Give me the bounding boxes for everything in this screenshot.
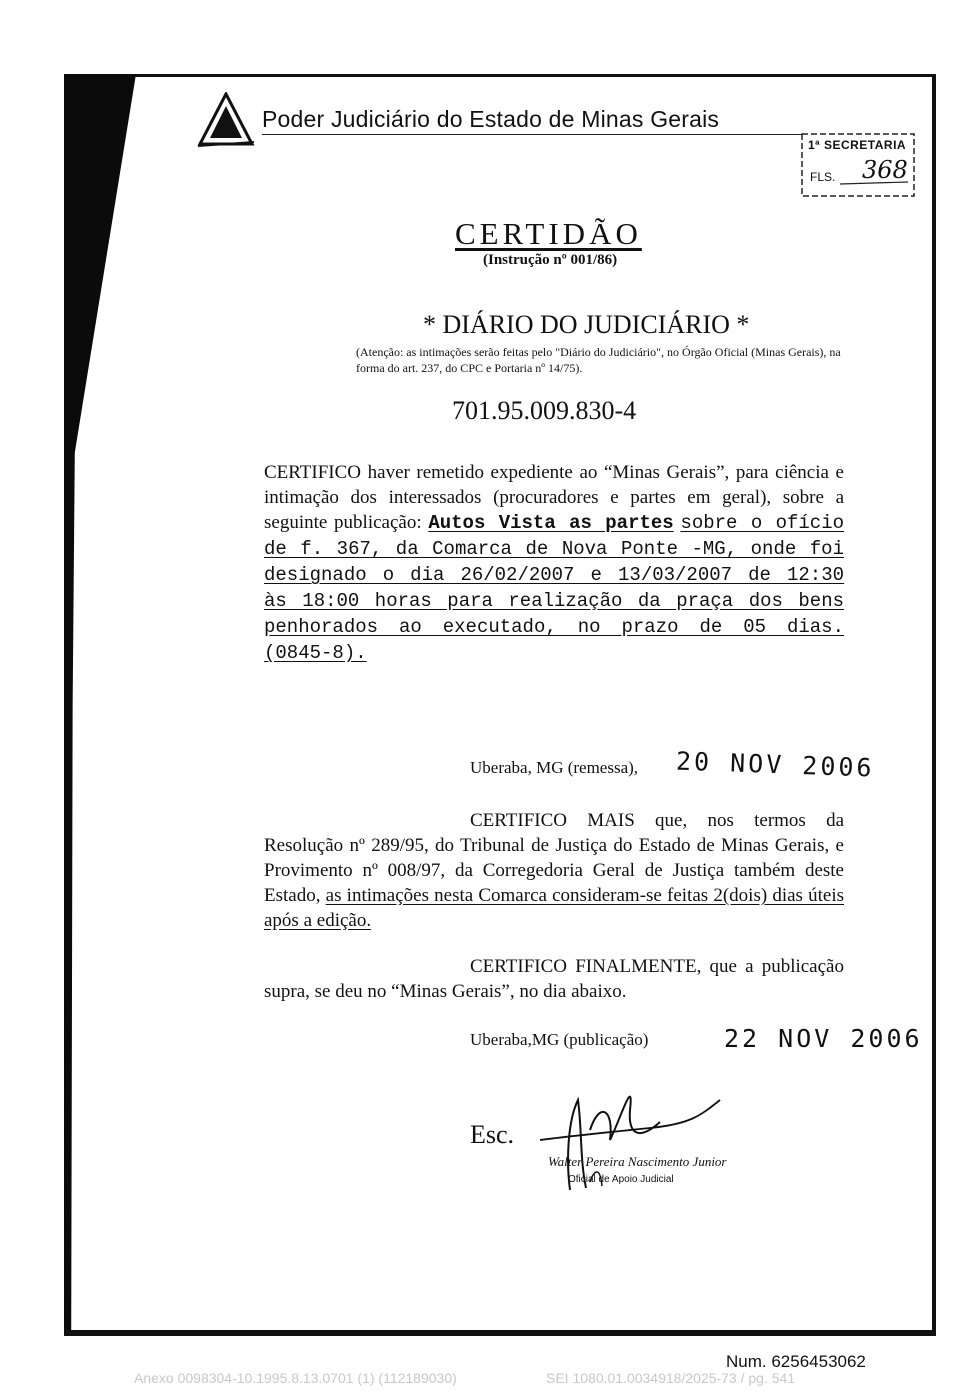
stamp-page-number: 368 — [862, 156, 908, 184]
scan-edge-top — [64, 74, 936, 77]
stamp-title: 1ª SECRETARIA — [808, 138, 907, 152]
signature-label: Esc. — [470, 1120, 515, 1149]
stamp-fls-label: FLS. — [810, 170, 836, 184]
document-title: CERTIDÃO — [455, 216, 642, 251]
publicacao-date-stamp: 22 NOV 2006 — [724, 1024, 923, 1053]
document-number: Num. 6256453062 — [726, 1352, 866, 1371]
process-number: 701.95.009.830-4 — [452, 396, 637, 425]
attention-note: (Atenção: as intimações serão feitas pelo "Diário do Judiciário", no Órgão Oficial (Minas Gerais), na forma do art. 237, do CPC e Portaria nº 14/75). — [356, 345, 841, 375]
certifico-intro: CERTIFICO haver remetido expediente ao “Minas Gerais”, para ciência e intimação dos interessados (procuradores e partes em geral), sobre a seguinte publicação: — [264, 462, 844, 533]
certifico-final-paragraph — [264, 954, 844, 1004]
publication-subject: Autos Vista as partes — [428, 512, 674, 534]
scan-edge-right — [932, 74, 936, 1336]
remessa-label: Uberaba, MG (remessa), — [470, 758, 639, 777]
instruction-number: (Instrução nº 001/86) — [483, 252, 618, 268]
certifico-mais-text: CERTIFICO MAIS que, nos termos da Resolução nº 289/95, do Tribunal de Justiça do Estado de Minas Gerais, e Provimento nº 008/97, da Corregedoria Geral de Justiça também deste Estado, — [264, 810, 844, 906]
signer-name: Walter Pereira Nascimento Junior — [548, 1154, 727, 1169]
publication-text: sobre o ofício de f. 367, da Comarca de Nova Ponte -MG, onde foi designado o dia 26/02/2007 e 13/03/2007 de 12:30 às 18:00 horas para realização da praça dos bens penhorados ao executado, no prazo de 05 dias. (0845-8). — [264, 512, 845, 664]
publicacao-label: Uberaba,MG (publicação) — [470, 1030, 649, 1049]
certifico-mais-paragraph — [264, 808, 844, 933]
remessa-date-stamp: 20 NOV 2006 — [675, 746, 876, 783]
signer-role: Oficial de Apoio Judicial — [568, 1174, 674, 1185]
certifico-paragraph — [264, 460, 844, 666]
certifico-mais-underlined: as intimações nesta Comarca consideram-se feitas 2(dois) dias úteis após a edição. — [264, 885, 845, 931]
scan-edge-bottom — [64, 1330, 936, 1336]
court-logo-icon — [196, 92, 256, 148]
certifico-final-text: CERTIFICO FINALMENTE, que a publicação supra, se deu no “Minas Gerais”, no dia abaixo. — [264, 956, 844, 1002]
scan-edge-left — [64, 74, 136, 1336]
footer-sei: SEI 1080.01.0034918/2025-73 / pg. 541 — [546, 1370, 796, 1386]
footer-annex: Anexo 0098304-10.1995.8.13.0701 (1) (112189030) — [134, 1370, 457, 1386]
header-rule — [262, 134, 802, 135]
section-heading: * DIÁRIO DO JUDICIÁRIO * — [423, 310, 750, 339]
court-name: Poder Judiciário do Estado de Minas Gerais — [262, 106, 720, 132]
